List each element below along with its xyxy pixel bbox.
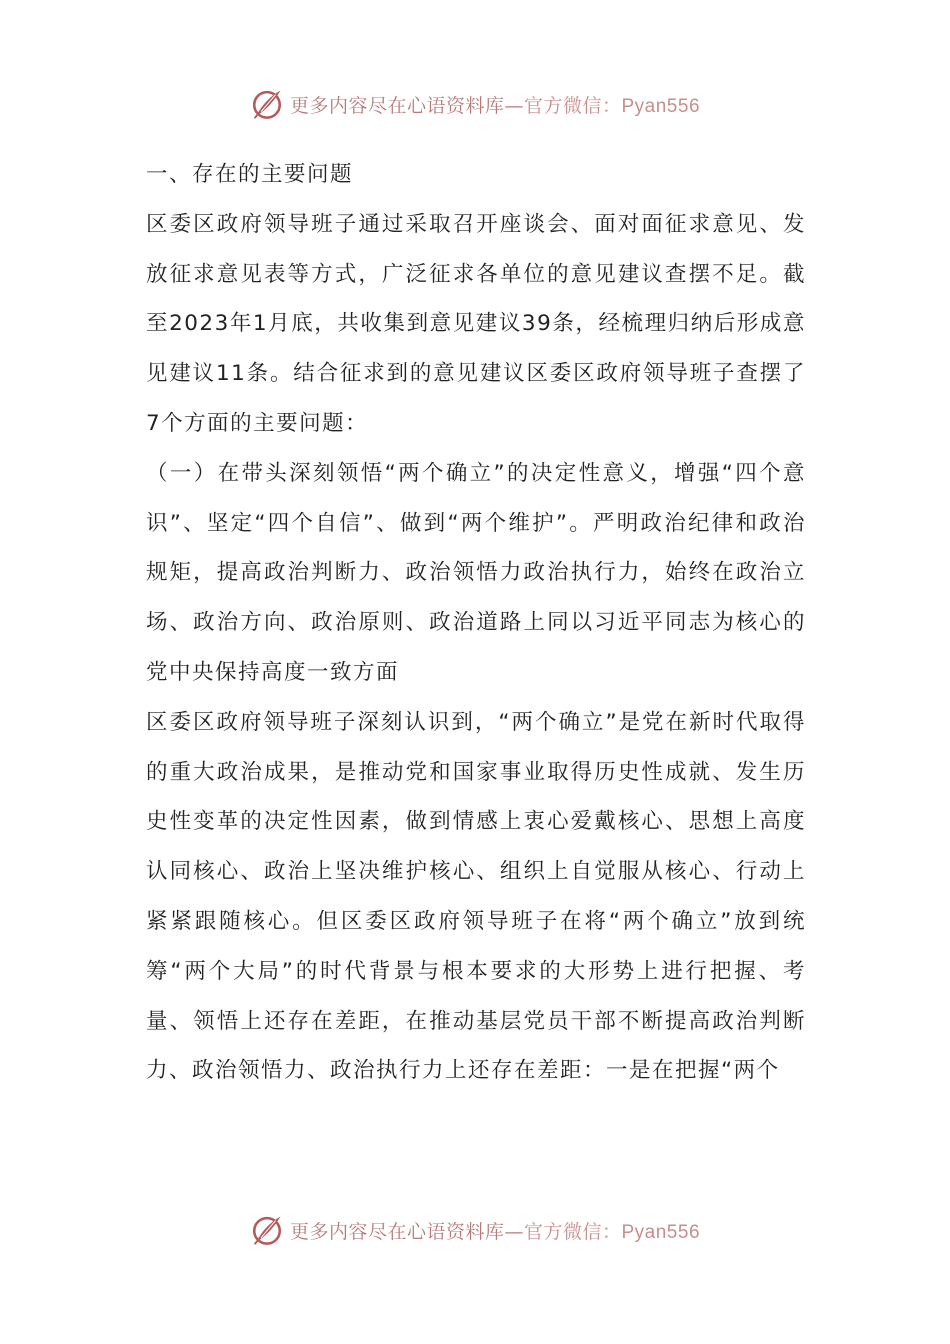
watermark-banner-bottom [0,1210,950,1250]
paragraph-intro: 区委区政府领导班子通过采取召开座谈会、面对面征求意见、发放征求意见表等方式，广泛征求各单位的意见建议查摆不足。截至2023年1月底，共收集到意见建议39条，经梳理归纳后形成意见建议11条。结合征求到的意见建议区委区政府领导班子查摆了7个方面的主要问题： [146,211,806,436]
paragraph-subheading-1: （一）在带头深刻领悟“两个确立”的决定性意义，增强“四个意识”、坚定“四个自信”、做到“两个维护”。严明政治纪律和政治规矩，提高政治判断力、政治领悟力政治执行力，始终在政治立场、政治方向、政治原则、政治道路上同以习近平同志为核心的党中央保持高度一致方面 [146,460,806,685]
watermark-dash: — [504,94,524,117]
document-body [146,150,806,1096]
section-heading: 一、存在的主要问题 [146,162,354,187]
watermark-wechat-label: 官方微信： [523,1220,622,1243]
paragraph-body-1: 区委区政府领导班子深刻认识到，“两个确立”是党在新时代取得的重大政治成果，是推动党和国家事业取得历史性成就、发生历史性变革的决定性因素，做到情感上衷心爱戴核心、思想上高度认同核心、政治上坚决维护核心、组织上自觉服从核心、行动上紧紧跟随核心。但区委区政府领导班子在将“两个确立”放到统筹“两个大局”的时代背景与根本要求的大形势上进行把握、考量、领悟上还存在差距，在推动基层党员干部不断提高政治判断力、政治领悟力、政治执行力上还存在差距：一是在把握“两个 [146,709,806,1084]
watermark-text [290,91,700,118]
watermark-text [290,1217,700,1244]
watermark-wechat-id: Pyan556 [621,95,701,117]
watermark-site-text: 更多内容尽在心语资料库 [289,1220,505,1243]
watermark-dash: — [504,1220,524,1243]
watermark-banner-top [0,84,950,124]
watermark-site-text: 更多内容尽在心语资料库 [289,94,505,117]
feather-pen-logo-icon [250,87,284,121]
watermark-wechat-id: Pyan556 [621,1221,701,1243]
feather-pen-logo-icon [250,1213,284,1247]
watermark-wechat-label: 官方微信： [523,94,622,117]
